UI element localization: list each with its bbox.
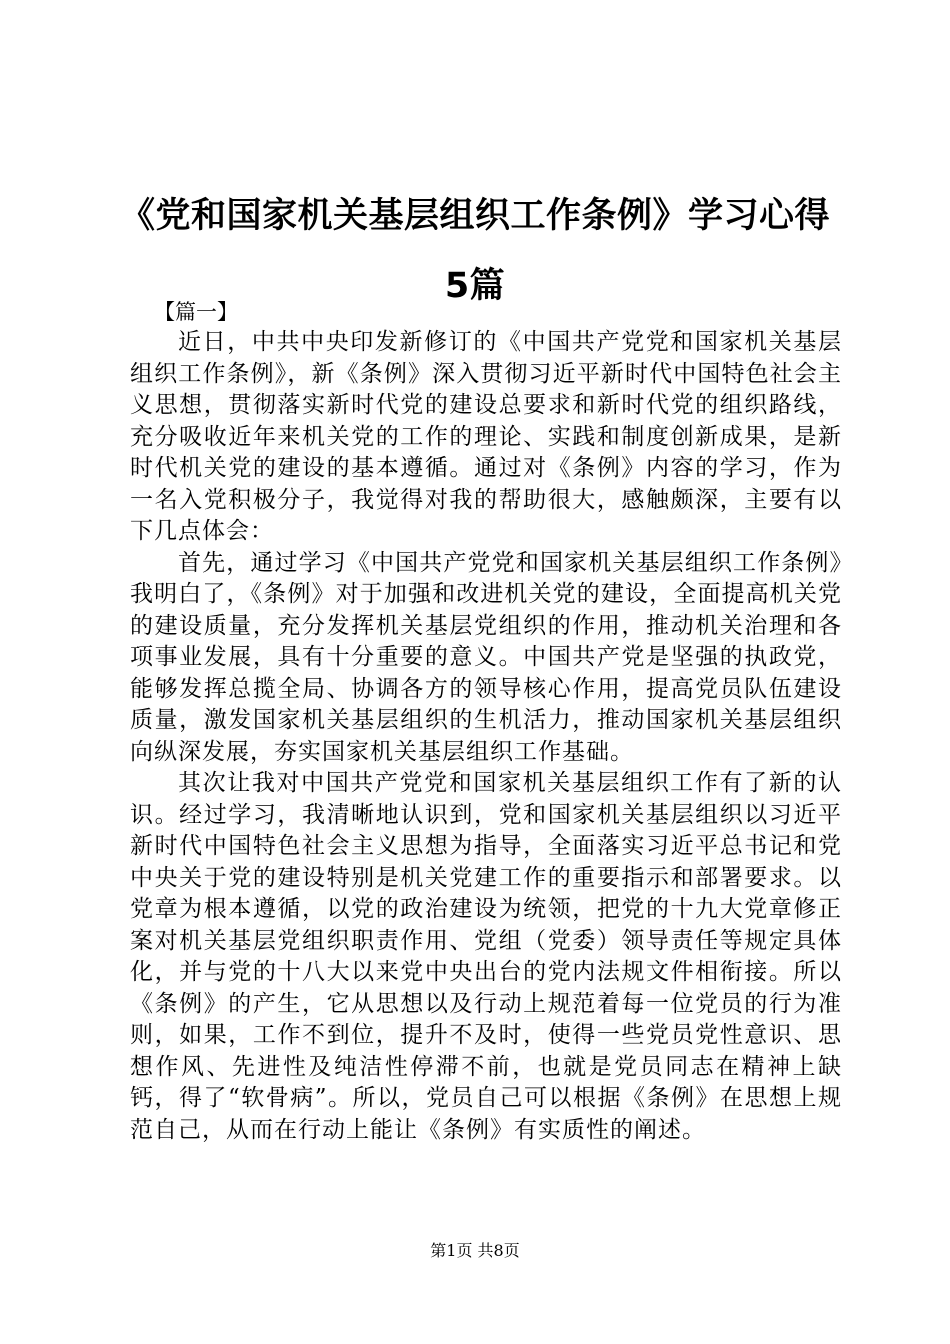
body-text (130, 327, 842, 1146)
paragraph-3: 其次让我对中国共产党党和国家机关基层组织工作有了新的认识。经过学习，我清晰地认识到，党和国家机关基层组织以习近平新时代中国特色社会主义思想为指导，全面落实习近平总书记和党中央关于党的建设特别是机关党建工作的重要指示和部署要求。以党章为根本遵循，以党的政治建设为统领，把党的十九大党章修正案对机关基层党组织职责作用、党组（党委）领导责任等规定具体化，并与党的十八大以来党中央出台的党内法规文件相衔接。所以《条例》的产生，它从思想以及行动上规范着每一位党员的行为准则，如果，工作不到位，提升不及时，使得一些党员党性意识、思想作风、先进性及纯洁性停滞不前，也就是党员同志在精神上缺钙，得了“软骨病”。所以，党员自己可以根据《条例》在思想上规范自己，从而在行动上能让《条例》有实质性的阐述。 (130, 770, 842, 1143)
paragraph-1: 近日，中共中央印发新修订的《中国共产党党和国家机关基层组织工作条例》，新《条例》深入贯彻习近平新时代中国特色社会主义思想，贯彻落实新时代党的建设总要求和新时代党的组织路线，充分吸收近年来机关党的工作的理论、实践和制度创新成果，是新时代机关党的建设的基本遵循。通过对《条例》内容的学习，作为一名入党积极分子，我觉得对我的帮助很大，感触颇深，主要有以下几点体会： (130, 329, 842, 544)
page-title-line-2: 5篇 (444, 266, 506, 307)
paragraph-2: 首先，通过学习《中国共产党党和国家机关基层组织工作条例》我明白了，《条例》对于加强和改进机关党的建设，全面提高机关党的建设质量，充分发挥机关基层党组织的作用，推动机关治理和各项事业发展，具有十分重要的意义。中国共产党是坚强的执政党，能够发挥总揽全局、协调各方的领导核心作用，提高党员队伍建设质量，激发国家机关基层组织的生机活力，推动国家机关基层组织向纵深发展，夯实国家机关基层组织工作基础。 (130, 549, 842, 765)
page-title-line-1: 《党和国家机关基层组织工作条例》学习心得 (119, 196, 830, 237)
page-title (0, 181, 950, 321)
page-footer: 第1页 共8页 (430, 1241, 520, 1260)
section-heading: 【篇一】 (154, 300, 238, 324)
